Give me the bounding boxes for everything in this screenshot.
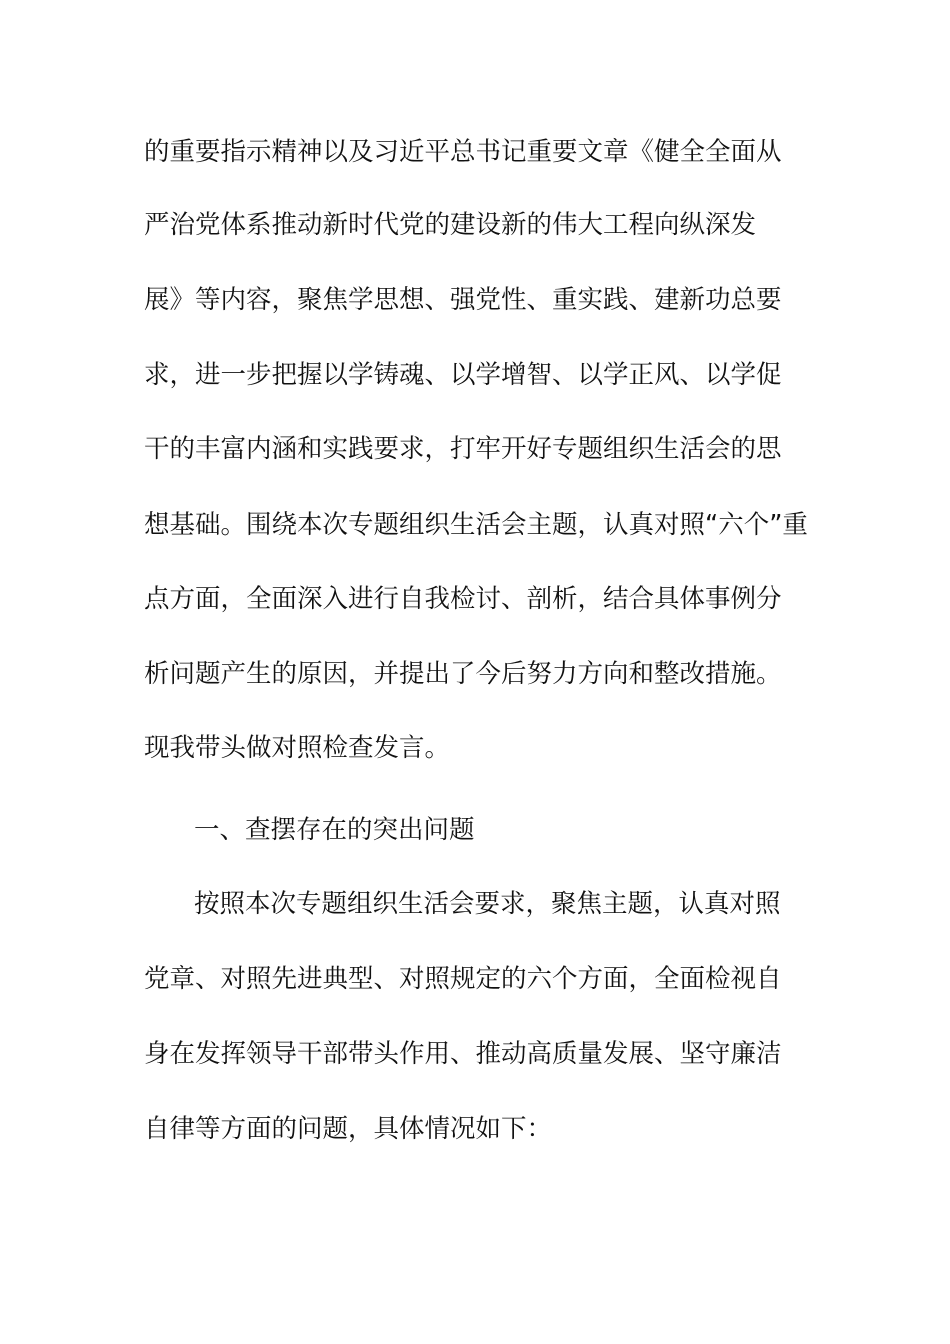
body-line-1: 的重要指示精神以及习近平总书记重要文章《健全全面从 [144, 137, 782, 167]
body-line-10: 按照本次专题组织生活会要求，聚焦主题，认真对照 [194, 889, 781, 919]
body-line-7: 点方面，全面深入进行自我检讨、剖析，结合具体事例分 [144, 584, 782, 614]
body-line-3: 展》等内容，聚焦学思想、强党性、重实践、建新功总要 [144, 285, 782, 315]
body-line-13: 自律等方面的问题，具体情况如下： [144, 1114, 553, 1144]
body-line-12: 身在发挥领导干部带头作用、推动高质量发展、坚守廉洁 [144, 1039, 782, 1069]
body-line-8: 析问题产生的原因，并提出了今后努力方向和整改措施。 [144, 659, 782, 689]
body-line-9: 现我带头做对照检查发言。 [144, 733, 451, 763]
body-line-11: 党章、对照先进典型、对照规定的六个方面，全面检视自 [144, 964, 782, 994]
body-line-2: 严治党体系推动新时代党的建设新的伟大工程向纵深发 [144, 210, 757, 240]
body-line-6: 想基础。围绕本次专题组织生活会主题，认真对照“六个”重 [144, 510, 808, 540]
section-heading: 一、查摆存在的突出问题 [194, 815, 475, 845]
body-line-5: 干的丰富内涵和实践要求，打牢开好专题组织生活会的思 [144, 434, 782, 464]
body-line-4: 求，进一步把握以学铸魂、以学增智、以学正风、以学促 [144, 360, 782, 390]
